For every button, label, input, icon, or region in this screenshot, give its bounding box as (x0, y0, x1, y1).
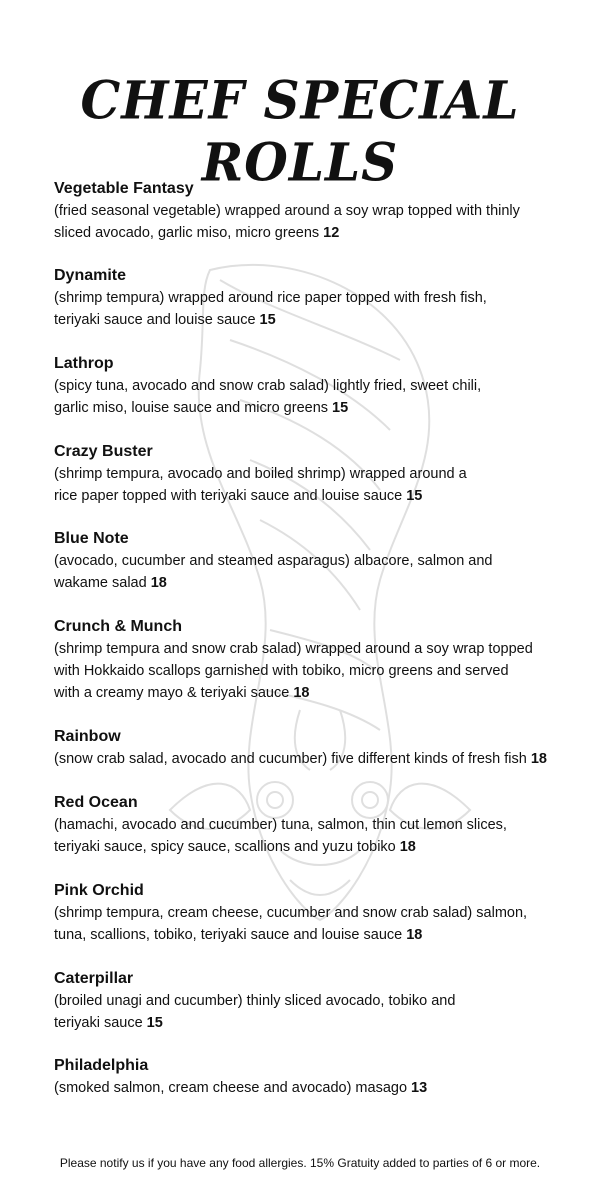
item-name: Philadelphia (54, 1057, 149, 1074)
menu-item (54, 178, 554, 244)
allergy-notice: Please notify us if you have any food allergies. 15% Gratuity added to parties of 6 or more. (59, 1156, 541, 1170)
item-price: 15 (259, 312, 276, 328)
item-price: 15 (146, 1015, 163, 1031)
item-price: 18 (406, 927, 423, 943)
item-price: 18 (530, 751, 547, 767)
item-description: (broiled unagi and cucumber) thinly sliced avocado, tobiko and teriyaki sauce 15 (54, 993, 456, 1031)
item-description: (shrimp tempura, avocado and boiled shrimp) wrapped around a rice paper topped with teriyaki sauce and louise sauce 15 (54, 466, 467, 504)
item-price: 18 (399, 839, 416, 855)
item-price: 15 (332, 400, 349, 416)
item-name: Rainbow (54, 728, 121, 745)
menu-item (54, 792, 554, 858)
item-description: (snow crab salad, avocado and cucumber) five different kinds of fresh fish 18 (54, 751, 547, 767)
menu-item (54, 528, 554, 594)
page-title: CHEF SPECIAL ROLLS (80, 69, 520, 193)
menu-item (54, 968, 554, 1034)
item-description: (hamachi, avocado and cucumber) tuna, salmon, thin cut lemon slices, teriyaki sauce, spicy sauce, scallions and yuzu tobiko 18 (54, 817, 507, 855)
item-description: (spicy tuna, avocado and snow crab salad) lightly fried, sweet chili, garlic miso, louise sauce and micro greens 15 (54, 378, 482, 416)
item-price: 18 (150, 575, 167, 591)
item-description: (shrimp tempura, cream cheese, cucumber and snow crab salad) salmon, tuna, scallions, tobiko, teriyaki sauce and louise sauce 18 (54, 905, 528, 943)
item-name: Crazy Buster (54, 443, 153, 460)
menu-item (54, 880, 554, 946)
item-price: 12 (323, 225, 340, 241)
item-name: Lathrop (54, 355, 114, 372)
item-price: 15 (406, 488, 423, 504)
menu-item (54, 441, 554, 507)
menu-item (54, 265, 554, 331)
item-name: Dynamite (54, 267, 127, 284)
item-description: (fried seasonal vegetable) wrapped around a soy wrap topped with thinly sliced avocado, garlic miso, micro greens 12 (54, 203, 520, 241)
menu-item (54, 353, 554, 419)
menu-item (54, 616, 554, 704)
menu-item (54, 1055, 554, 1099)
item-name: Pink Orchid (54, 882, 144, 899)
item-price: 18 (293, 685, 310, 701)
item-name: Vegetable Fantasy (54, 180, 194, 197)
menu-item (54, 726, 554, 770)
item-name: Caterpillar (54, 970, 134, 987)
item-name: Blue Note (54, 530, 129, 547)
item-description: (shrimp tempura) wrapped around rice paper topped with fresh fish, teriyaki sauce and louise sauce 15 (54, 290, 487, 328)
item-description: (smoked salmon, cream cheese and avocado) masago 13 (54, 1080, 428, 1096)
item-description: (shrimp tempura and snow crab salad) wrapped around a soy wrap topped with Hokkaido scallops garnished with tobiko, micro greens and served with a creamy mayo & teriyaki sauce 18 (54, 641, 533, 701)
item-price: 13 (411, 1080, 428, 1096)
item-name: Crunch & Munch (54, 618, 182, 635)
item-name: Red Ocean (54, 794, 138, 811)
item-description: (avocado, cucumber and steamed asparagus) albacore, salmon and wakame salad 18 (54, 553, 493, 591)
